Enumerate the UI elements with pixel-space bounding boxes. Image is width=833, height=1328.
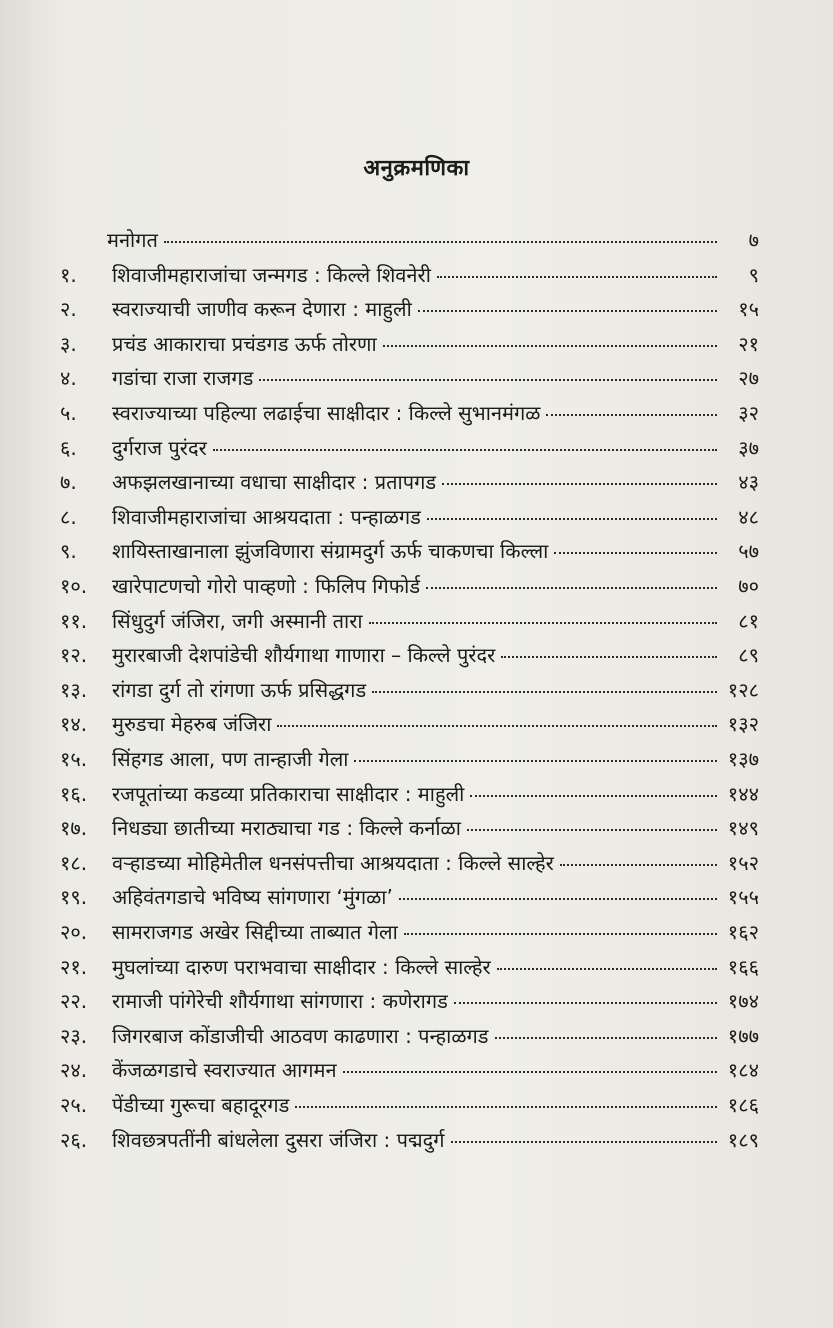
- toc-entry-title: जिगरबाज कोंडाजीची आठवण काढणारा : पन्हाळगड: [112, 1023, 489, 1048]
- toc-entry-number: १५.: [60, 747, 88, 771]
- toc-entry-title: सामराजगड अखेर सिद्दीच्या ताब्यात गेला: [112, 920, 398, 944]
- toc-entry-title: शिवाजीमहाराजांचा जन्मगड : किल्ले शिवनेरी: [112, 262, 431, 287]
- page-footer: [0, 1242, 833, 1282]
- toc-entry-number: १२.: [60, 643, 88, 668]
- toc-entry-number: २४.: [60, 1058, 88, 1083]
- toc-entry-page: १७७: [727, 1023, 759, 1048]
- toc-entry-number: ७.: [60, 470, 77, 495]
- dot-leader: [554, 551, 717, 554]
- dot-leader: [295, 1105, 717, 1108]
- dot-leader: [369, 621, 717, 624]
- toc-entry-title: शायिस्ताखानाला झुंजविणारा संग्रामदुर्ग ऊर्फ चाकणचा किल्ला: [112, 539, 549, 564]
- dot-leader: [546, 413, 717, 416]
- toc-entry: [60, 814, 759, 848]
- toc-entry: [60, 849, 759, 883]
- toc-entry-page: ४८: [738, 504, 759, 529]
- toc-entry-number: ६.: [60, 435, 77, 460]
- dot-leader: [343, 1070, 717, 1073]
- toc-entry-page: ५७: [738, 539, 759, 564]
- toc-entry: [60, 295, 759, 329]
- toc-entry: [60, 1126, 759, 1160]
- toc-entry: [107, 226, 759, 260]
- toc-entry-title: निधड्या छातीच्या मराठ्याचा गड : किल्ले कर्नाळा: [112, 816, 461, 841]
- toc-entry-number: २०.: [60, 920, 88, 944]
- toc-entry: [60, 918, 759, 952]
- toc-entry-number: १९.: [60, 885, 88, 910]
- toc-entry-page: २७: [738, 366, 759, 391]
- toc-entry-page: ८९: [738, 643, 759, 668]
- dot-leader: [451, 1140, 717, 1143]
- toc-entry-title: गडांचा राजा राजगड: [112, 366, 254, 391]
- toc-entry-number: २२.: [60, 989, 88, 1014]
- toc-entry-page: १६६: [727, 954, 759, 979]
- toc-entry-title: रांगडा दुर्ग तो रांगणा ऊर्फ प्रसिद्धगड: [112, 677, 367, 702]
- toc-entry-page: १८६: [727, 1093, 759, 1117]
- toc-entry-page: १३७: [727, 747, 759, 771]
- dot-leader: [213, 448, 717, 451]
- toc-entry-page: १३२: [727, 712, 759, 737]
- dot-leader: [277, 724, 717, 727]
- toc-entry: [60, 1056, 759, 1090]
- toc-entry: [60, 1022, 759, 1056]
- dot-leader: [470, 794, 717, 797]
- toc-entry: [60, 883, 759, 917]
- toc-entry: [60, 537, 759, 571]
- toc-entry-page: १५२: [727, 850, 759, 875]
- toc-entry-title: अहिवंतगडाचे भविष्य सांगणारा ‘मुंगळा’: [112, 885, 393, 910]
- toc-entry: [60, 953, 759, 987]
- toc-entry-number: २३.: [60, 1023, 88, 1048]
- toc-entry-title: रामाजी पांगेरेची शौर्यगाथा सांगणारा : कणेरागड: [112, 989, 448, 1014]
- toc-entry: [60, 641, 759, 675]
- toc-entry-title: अफझलखानाच्या वधाचा साक्षीदार : प्रतापगड: [112, 470, 437, 495]
- toc-entry-number: २५.: [60, 1093, 88, 1117]
- toc-entry-number: १६.: [60, 781, 88, 806]
- toc-entry: [60, 780, 759, 814]
- toc-entry: [60, 434, 759, 468]
- toc-entry-page: १५: [738, 297, 759, 322]
- toc-entry: [60, 1091, 759, 1125]
- dot-leader: [372, 690, 717, 693]
- toc-entry: [60, 572, 759, 606]
- toc-entry-page: १८४: [727, 1058, 759, 1083]
- toc-entry-number: २६.: [60, 1127, 88, 1152]
- toc-entry-title: रजपूतांच्या कडव्या प्रतिकाराचा साक्षीदार : माहुली: [112, 781, 465, 806]
- toc-entry-page: ७: [748, 228, 759, 252]
- toc-entry-page: ८१: [738, 608, 759, 633]
- dot-leader: [437, 275, 717, 278]
- toc-entry-title: प्रचंड आकाराचा प्रचंडगड ऊर्फ तोरणा: [112, 331, 377, 356]
- toc-entry-page: ९: [748, 262, 759, 287]
- toc-entry: [60, 710, 759, 744]
- dot-leader: [560, 863, 717, 866]
- toc-entry-page: ४३: [738, 470, 759, 495]
- dot-leader: [495, 1036, 718, 1039]
- toc-entry-number: १७.: [60, 816, 88, 841]
- toc-entry-number: ११.: [60, 608, 88, 633]
- toc-entry-title: केंजळगडाचे स्वराज्यात आगमन: [112, 1058, 337, 1083]
- toc-entry-number: १.: [60, 262, 77, 287]
- toc-entry: [60, 330, 759, 364]
- toc-entry-title: स्वराज्याची जाणीव करून देणारा : माहुली: [112, 297, 412, 322]
- toc-entry-page: ३७: [738, 435, 759, 460]
- toc-entry-title: मुरुडचा मेहरुब जंजिरा: [112, 712, 272, 737]
- toc-entry-title: वऱ्हाडच्या मोहिमेतील धनसंपत्तीचा आश्रयदाता : किल्ले साल्हेर: [112, 850, 554, 875]
- toc-entry-page: २१: [738, 331, 759, 356]
- toc-entry-title: मनोगत: [107, 228, 158, 252]
- toc-entry: [60, 676, 759, 710]
- toc-entry-number: १३.: [60, 677, 88, 702]
- toc-entry-title: मुघलांच्या दारुण पराभवाचा साक्षीदार : किल्ले साल्हेर: [112, 954, 491, 979]
- toc-entry-page: १७४: [727, 989, 759, 1014]
- toc-entry-title: खारेपाटणचो गोरो पाव्हणो : फिलिप गिफोर्ड: [112, 574, 421, 598]
- dot-leader: [497, 967, 717, 970]
- toc-entry: [60, 261, 759, 295]
- dot-leader: [164, 240, 717, 243]
- toc-entry-number: २१.: [60, 954, 88, 979]
- dot-leader: [354, 759, 717, 762]
- toc-entry: [60, 503, 759, 537]
- toc-entry-title: पेंडीच्या गुरूचा बहादूरगड: [112, 1093, 290, 1117]
- toc-entry-title: सिंहगड आला, पण तान्हाजी गेला: [112, 747, 349, 771]
- dot-leader: [427, 517, 717, 520]
- toc-entry-page: १४९: [727, 816, 759, 841]
- toc-entry-number: ५.: [60, 401, 77, 425]
- toc-entry-title: स्वराज्याच्या पहिल्या लढाईचा साक्षीदार : किल्ले सुभानमंगळ: [112, 401, 541, 425]
- toc-entry-number: ८.: [60, 504, 77, 529]
- dot-leader: [383, 344, 717, 347]
- toc-entry-page: १५५: [727, 885, 759, 910]
- toc-entry: [60, 607, 759, 641]
- toc-entry-page: १२८: [727, 677, 759, 702]
- toc-entry-number: २.: [60, 297, 77, 322]
- toc-entry-title: दुर्गराज पुरंदर: [112, 435, 207, 460]
- toc-entry-page: १८९: [727, 1127, 759, 1152]
- toc-entry-number: ४.: [60, 366, 77, 391]
- toc-entry-page: १४४: [727, 781, 759, 806]
- dot-leader: [467, 828, 717, 831]
- dot-leader: [259, 378, 717, 381]
- toc-entry-number: ९.: [60, 539, 77, 564]
- toc-entry-number: १८.: [60, 850, 88, 875]
- toc-entry-number: ३.: [60, 331, 77, 356]
- toc-entry: [60, 745, 759, 779]
- toc-entry-page: ३२: [738, 401, 759, 425]
- dot-leader: [399, 897, 717, 900]
- toc-entry-number: १०.: [60, 574, 88, 598]
- dot-leader: [418, 309, 717, 312]
- dot-leader: [454, 1001, 717, 1004]
- toc-entry-page: १६२: [727, 920, 759, 944]
- toc-entry: [60, 987, 759, 1021]
- toc-entry-title: शिवाजीमहाराजांचा आश्रयदाता : पन्हाळगड: [112, 504, 421, 529]
- toc-entry: [60, 468, 759, 502]
- toc-entry-page: ७०: [738, 574, 759, 598]
- toc-entry: [60, 364, 759, 398]
- dot-leader: [404, 932, 717, 935]
- toc-entry: [60, 399, 759, 433]
- dot-leader: [442, 482, 717, 485]
- toc-entry-title: सिंधुदुर्ग जंजिरा, जगी अस्मानी तारा: [112, 608, 363, 633]
- toc-entry-title: मुरारबाजी देशपांडेची शौर्यगाथा गाणारा – किल्ले पुरंदर: [112, 643, 496, 668]
- dot-leader: [426, 586, 717, 589]
- toc-entry-number: १४.: [60, 712, 88, 737]
- page-title: अनुक्रमणिका: [363, 156, 470, 181]
- dot-leader: [501, 655, 717, 658]
- toc-entry-title: शिवछत्रपतींनी बांधलेला दुसरा जंजिरा : पद्मदुर्ग: [112, 1127, 445, 1152]
